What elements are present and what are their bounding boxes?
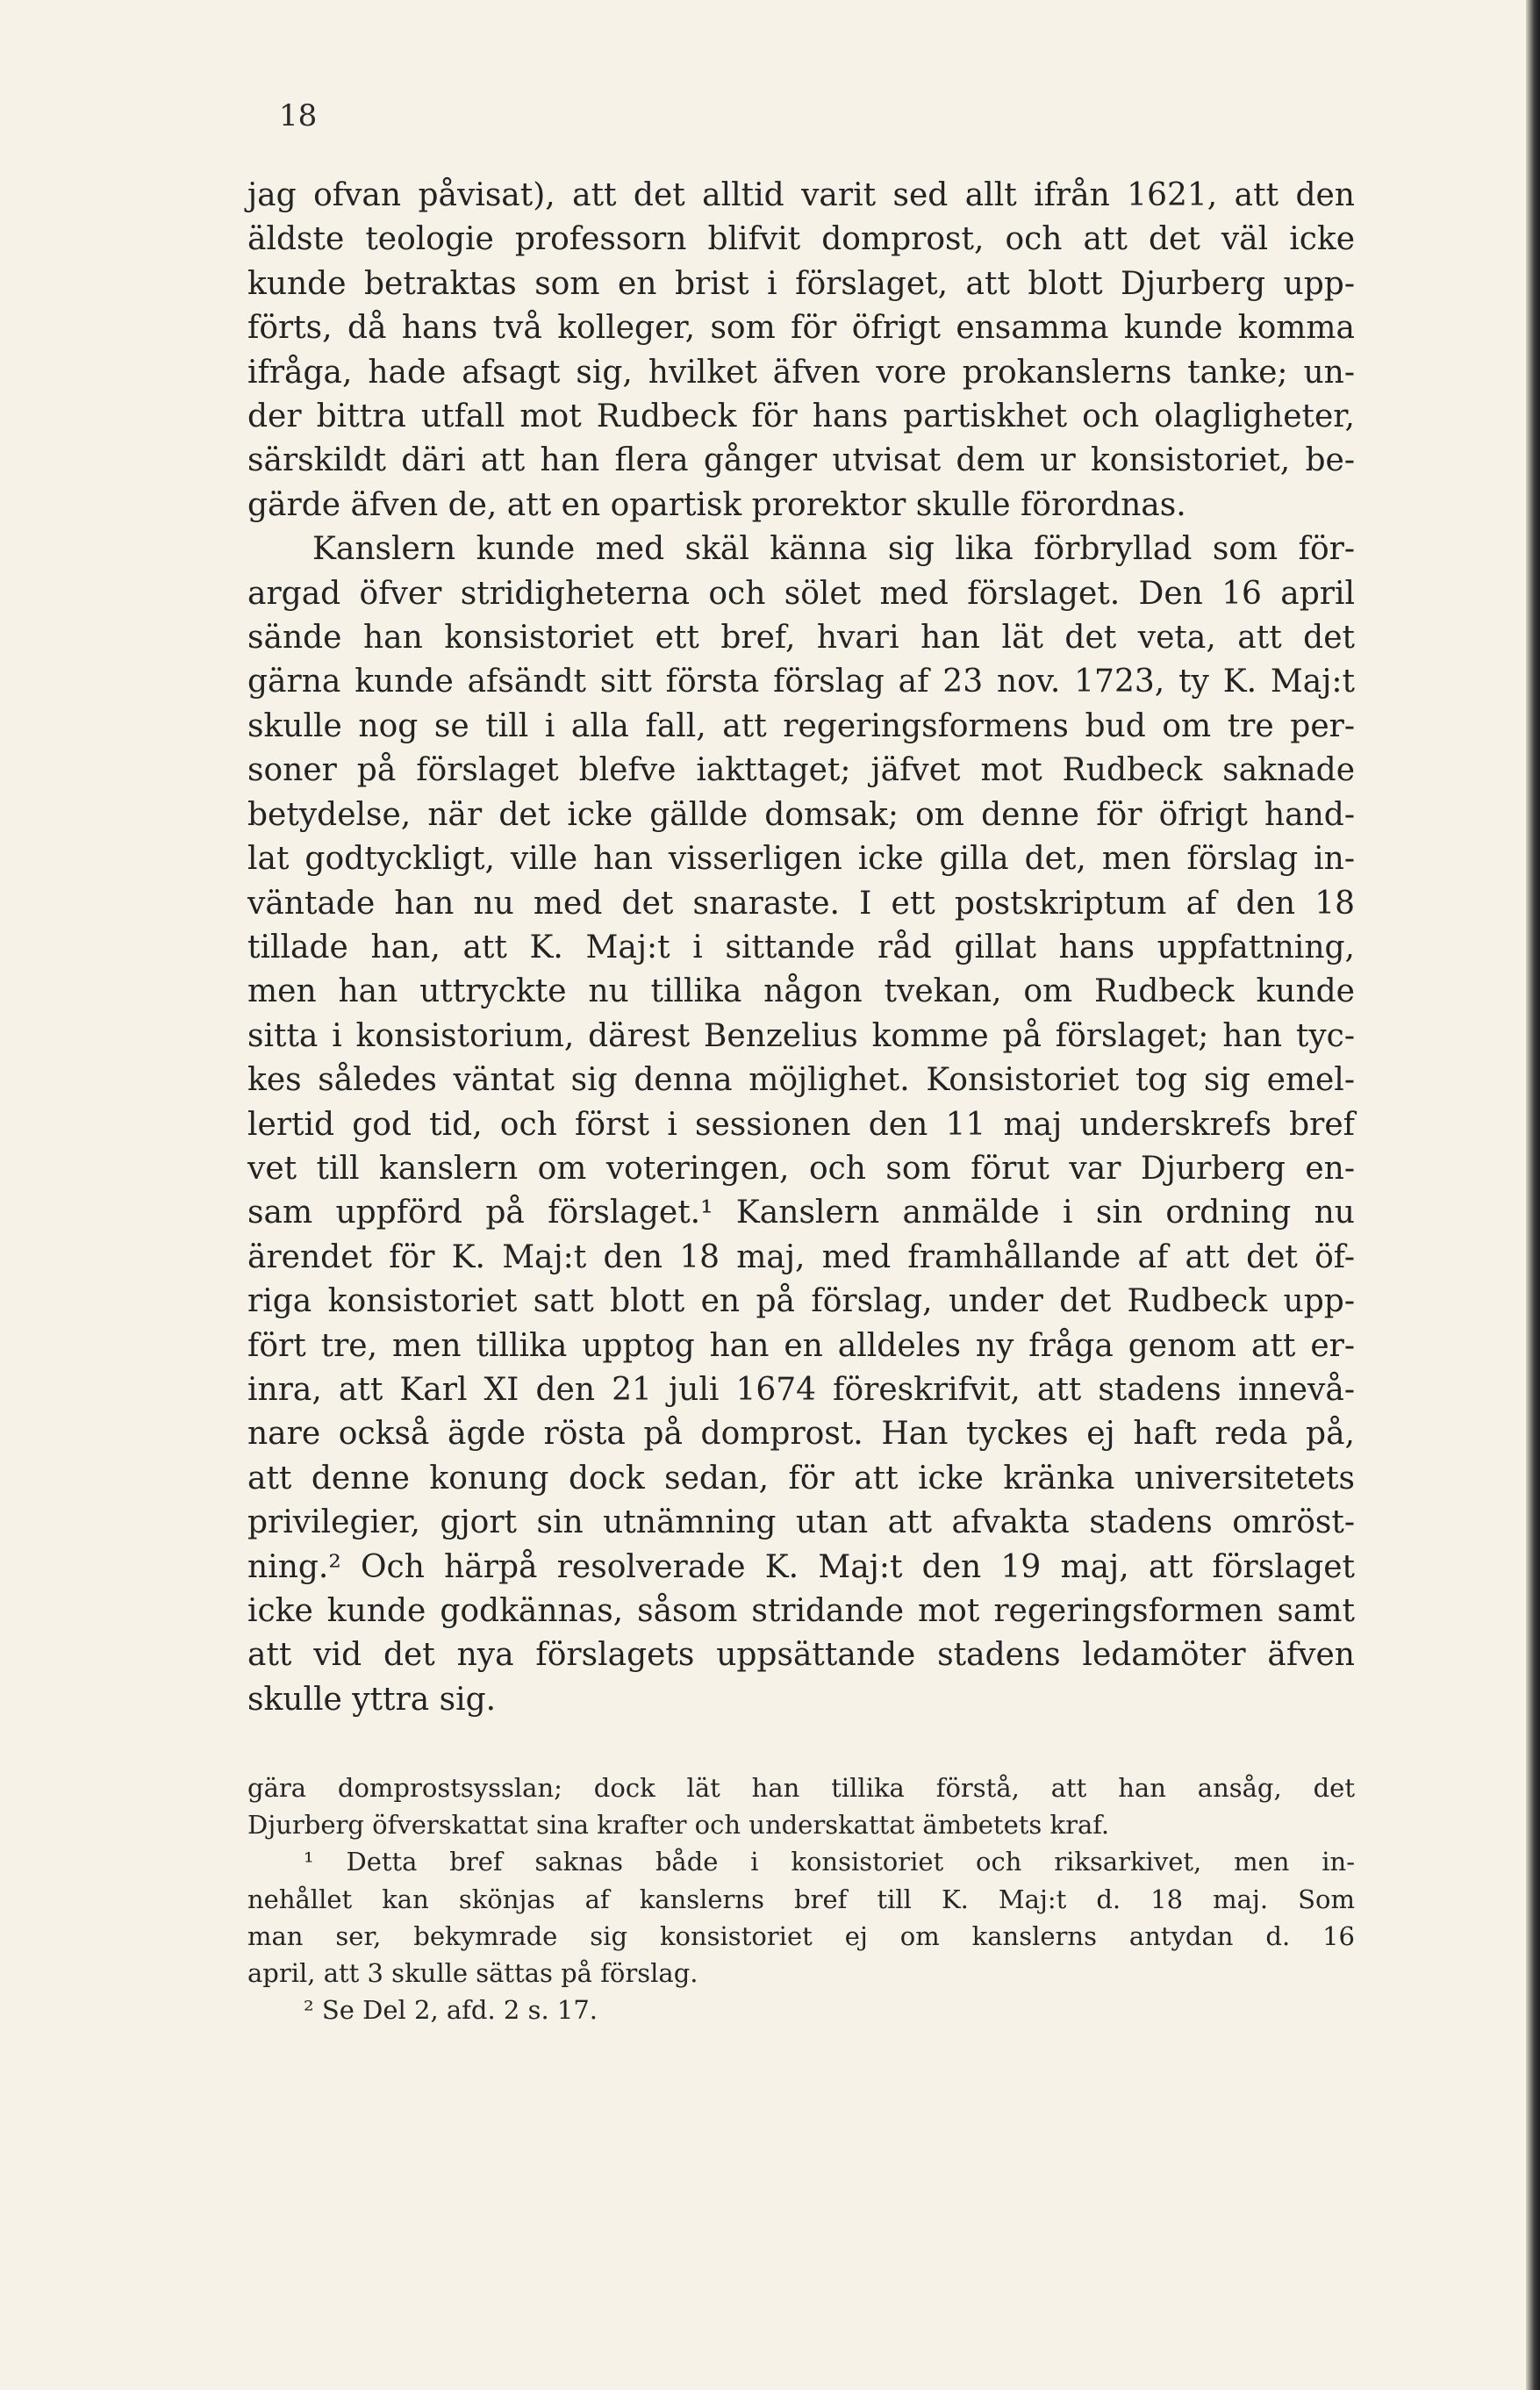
- text-line: der bittra utfall mot Rudbeck för hans partiskhet och olagligheter,: [247, 398, 1355, 435]
- footnote-line: gära domprostsysslan; dock lät han tillika förstå, att han ansåg, det: [247, 1773, 1355, 1803]
- text-line: Kanslern kunde med skäl känna sig lika förbryllad som för-: [312, 531, 1355, 568]
- text-line: fört tre, men tillika upptog han en alldeles ny fråga genom att er-: [247, 1327, 1355, 1364]
- text-line: soner på förslaget blefve iakttaget; jäfvet mot Rudbeck saknade: [247, 752, 1355, 789]
- text-line: att vid det nya förslagets uppsättande stadens ledamöter äfven: [247, 1637, 1355, 1674]
- footnote-line: Djurberg öfverskattat sina krafter och underskattat ämbetets kraf.: [247, 1810, 1110, 1841]
- text-line: skulle nog se till i alla fall, att regeringsformens bud om tre per-: [247, 707, 1355, 744]
- text-line: icke kunde godkännas, såsom stridande mot regeringsformen samt: [247, 1593, 1355, 1629]
- text-line: skulle yttra sig.: [247, 1681, 497, 1718]
- text-line: sände han konsistoriet ett bref, hvari han lät det veta, att det: [247, 620, 1355, 657]
- footnotes: [247, 1769, 1355, 2028]
- text-line: jag ofvan påvisat), att det alltid varit sed allt ifrån 1621, att den: [247, 177, 1355, 213]
- text-line: men han uttryckte nu tillika någon tvekan, om Rudbeck kunde: [247, 973, 1355, 1010]
- text-line: att denne konung dock sedan, för att icke kränka universitetets: [247, 1460, 1355, 1496]
- text-line: förts, då hans två kolleger, som för öfrigt ensamma kunde komma: [247, 310, 1355, 347]
- text-line: kes således väntat sig denna möjlighet. Konsistoriet tog sig emel-: [247, 1062, 1355, 1099]
- footnote-line: april, att 3 skulle sättas på förslag.: [247, 1958, 698, 1989]
- page-edge-shadow: [1526, 0, 1540, 2390]
- text-line: lat godtyckligt, ville han visserligen icke gilla det, men förslag in-: [247, 841, 1355, 878]
- text-line: väntade han nu med det snaraste. I ett postskriptum af den 18: [247, 885, 1355, 922]
- body-text: [247, 174, 1355, 1722]
- text-line: riga konsistoriet satt blott en på förslag, under det Rudbeck upp-: [247, 1283, 1355, 1320]
- footnote-line: ² Se Del 2, afd. 2 s. 17.: [304, 1995, 598, 2026]
- text-line: argad öfver stridigheterna och sölet med förslaget. Den 16 april: [247, 575, 1355, 612]
- text-line: gärna kunde afsändt sitt första förslag af 23 nov. 1723, ty K. Maj:t: [247, 664, 1355, 700]
- text-line: gärde äfven de, att en opartisk prorektor skulle förordnas.: [247, 486, 1186, 523]
- text-line: ning.² Och härpå resolverade K. Maj:t den 19 maj, att förslaget: [247, 1548, 1355, 1585]
- text-line: sam uppförd på förslaget.¹ Kanslern anmälde i sin ordning nu: [247, 1195, 1355, 1231]
- text-line: kunde betraktas som en brist i förslaget, att blott Djurberg upp-: [247, 265, 1355, 302]
- text-line: sitta i konsistorium, därest Benzelius komme på förslaget; han tyc-: [247, 1017, 1355, 1054]
- text-line: privilegier, gjort sin utnämning utan att afvakta stadens omröst-: [247, 1504, 1355, 1541]
- text-line: tillade han, att K. Maj:t i sittande råd gillat hans uppfattning,: [247, 929, 1355, 965]
- page-number: 18: [279, 98, 318, 133]
- footnote-line: man ser, bekymrade sig konsistoriet ej om kanslerns antydan d. 16: [247, 1920, 1355, 1951]
- text-line: ärendet för K. Maj:t den 18 maj, med framhållande af att det öf-: [247, 1238, 1355, 1275]
- text-line: vet till kanslern om voteringen, och som förut var Djurberg en-: [247, 1150, 1355, 1187]
- text-line: äldste teologie professorn blifvit domprost, och att det väl icke: [247, 221, 1355, 258]
- text-line: lertid god tid, och först i sessionen den 11 maj underskrefs bref: [247, 1106, 1355, 1143]
- text-line: ifråga, hade afsagt sig, hvilket äfven vore prokanslerns tanke; un-: [247, 354, 1355, 391]
- footnote-line: nehållet kan skönjas af kanslerns bref till K. Maj:t d. 18 maj. Som: [247, 1884, 1355, 1914]
- text-line: betydelse, när det icke gällde domsak; om denne för öfrigt hand-: [247, 796, 1355, 833]
- footnote-line: ¹ Detta bref saknas både i konsistoriet och riksarkivet, men in-: [304, 1847, 1355, 1877]
- text-line: särskildt däri att han flera gånger utvisat dem ur konsistoriet, be-: [247, 442, 1355, 479]
- text-line: nare också ägde rösta på domprost. Han tyckes ej haft reda på,: [247, 1416, 1355, 1453]
- text-line: inra, att Karl XI den 21 juli 1674 föreskrifvit, att stadens innevå-: [247, 1371, 1355, 1408]
